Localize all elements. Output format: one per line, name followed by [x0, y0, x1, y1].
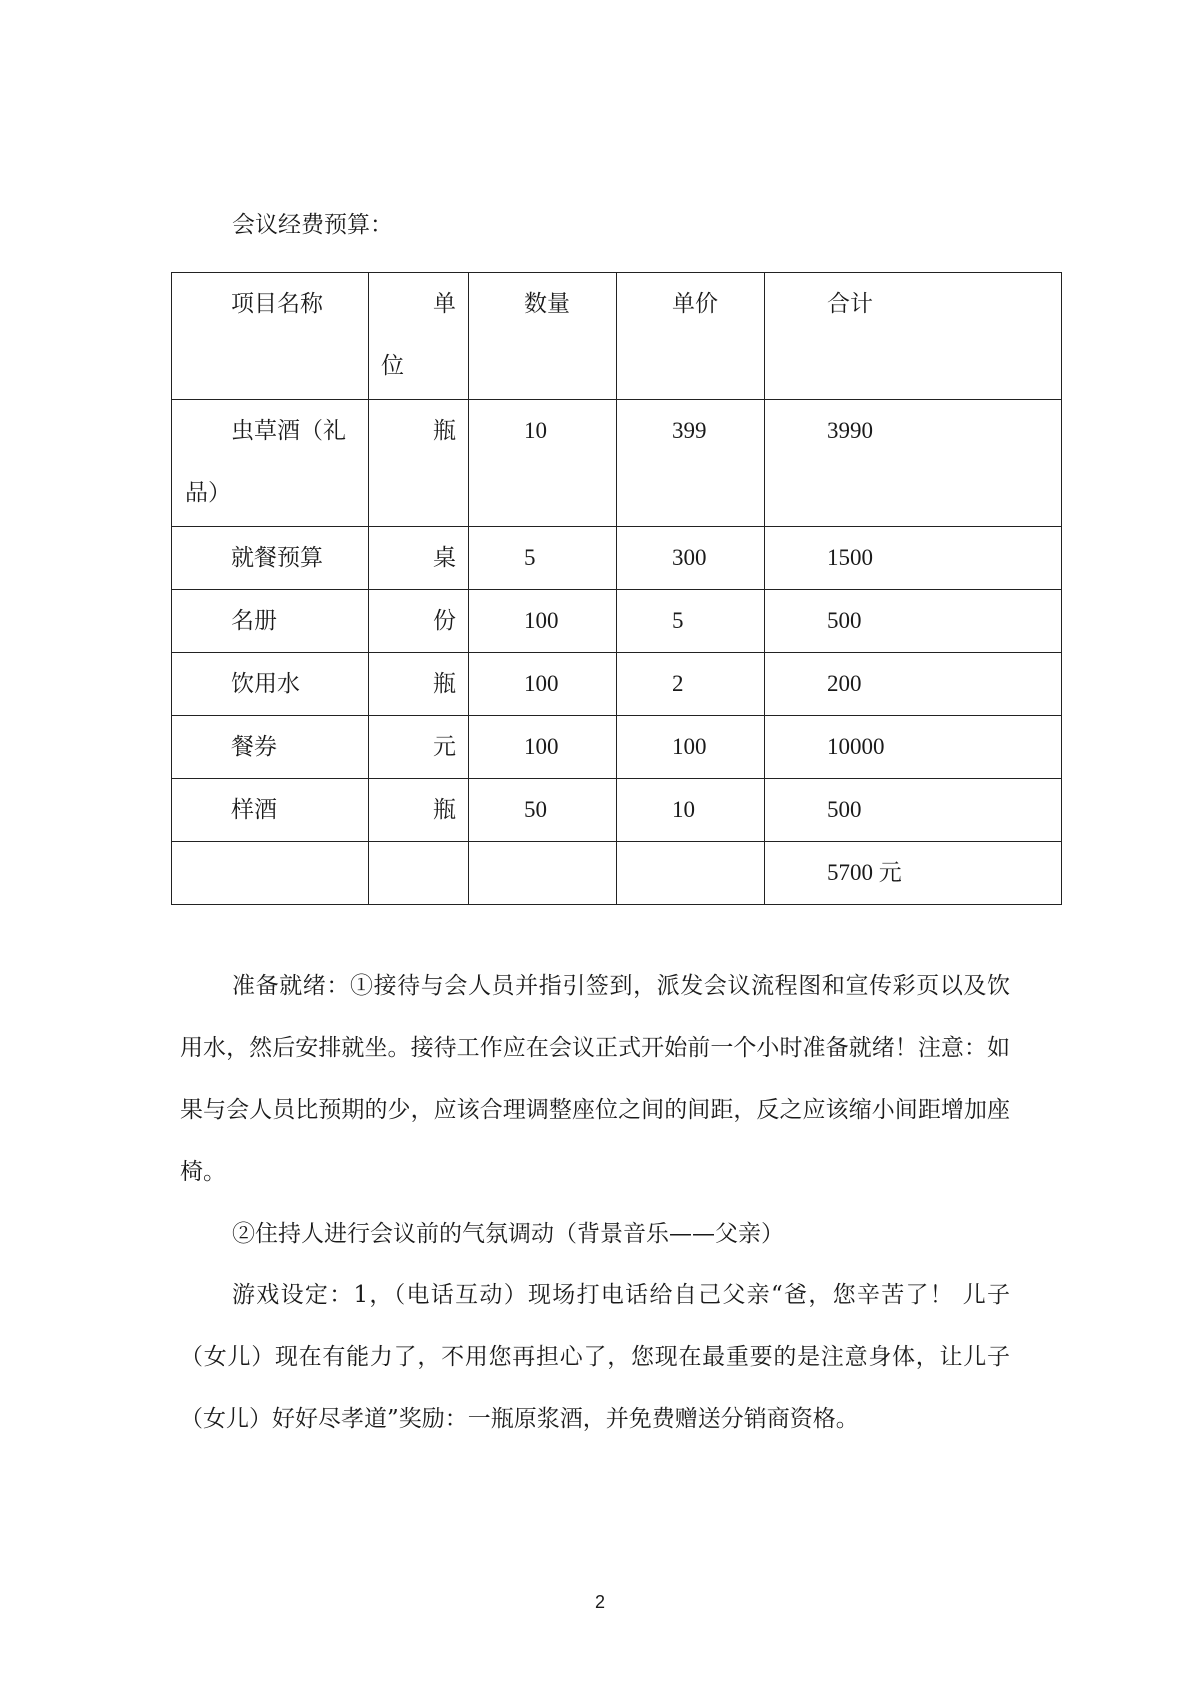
row-price: 5: [672, 608, 684, 633]
table-row: [172, 653, 1062, 716]
row-price: 300: [672, 545, 707, 570]
budget-table: [171, 272, 1062, 905]
row-price: 399: [672, 418, 707, 443]
row-name: 名册: [231, 608, 277, 634]
row-unit: 瓶: [433, 418, 456, 444]
row-quantity: 10: [524, 418, 547, 443]
row-price: 2: [672, 671, 684, 696]
table-header-row: [172, 273, 1062, 400]
row-unit: 瓶: [433, 797, 456, 823]
table-total-row: [172, 842, 1062, 905]
row-price: 10: [672, 797, 695, 822]
paragraph-preparation: 准备就绪：①接待与会人员并指引签到，派发会议流程图和宣传彩页以及饮用水，然后安排就坐。接待工作应在会议正式开始前一个小时准备就绪！注意：如果与会人员比预期的少，应该合理调整座位之间的间距，反之应该缩小间距增加座椅。: [180, 973, 1010, 1185]
header-unit: [369, 273, 468, 397]
page-number: 2: [594, 1592, 605, 1612]
row-total: 500: [827, 608, 862, 633]
row-quantity: 100: [524, 734, 559, 759]
row-unit: 元: [433, 734, 456, 760]
paragraph-game: 游戏设定：1，（电话互动）现场打电话给自己父亲“爸，您辛苦了！ 儿子（女儿）现在有能力了，不用您再担心了，您现在最重要的是注意身体，让儿子（女儿）好好尽孝道”奖励：一瓶原浆酒，并免费赠送分销商资格。: [180, 1282, 1010, 1432]
row-quantity: 100: [524, 671, 559, 696]
row-total: 200: [827, 671, 862, 696]
header-unit-line1: 单: [433, 291, 456, 317]
budget-heading: 会议经费预算：: [232, 212, 393, 238]
row-name: 样酒: [231, 797, 277, 823]
row-total: 10000: [827, 734, 885, 759]
row-name: 就餐预算: [231, 545, 323, 571]
row-price: 100: [672, 734, 707, 759]
table-row: [172, 590, 1062, 653]
grand-total: 5700 元: [827, 860, 902, 885]
row-unit: 桌: [433, 545, 456, 571]
row-total: 1500: [827, 545, 873, 570]
row-unit: 瓶: [433, 671, 456, 697]
header-unit-line2: 位: [381, 353, 404, 379]
table-row: [172, 716, 1062, 779]
table-row: [172, 779, 1062, 842]
row-quantity: 5: [524, 545, 536, 570]
row-name: 虫草酒（礼品）: [185, 418, 346, 506]
row-quantity: 50: [524, 797, 547, 822]
table-row: [172, 400, 1062, 527]
header-quantity: 数量: [524, 291, 570, 316]
row-name: 饮用水: [231, 671, 300, 697]
paragraph-host: ②住持人进行会议前的气氛调动（背景音乐——父亲）: [232, 1221, 784, 1247]
row-total: 500: [827, 797, 862, 822]
row-quantity: 100: [524, 608, 559, 633]
row-unit: 份: [433, 608, 456, 634]
table-row: [172, 527, 1062, 590]
row-name: 餐券: [231, 734, 277, 760]
header-total: 合计: [827, 291, 873, 316]
header-name: 项目名称: [231, 291, 323, 317]
row-total: 3990: [827, 418, 873, 443]
header-price: 单价: [672, 291, 718, 316]
